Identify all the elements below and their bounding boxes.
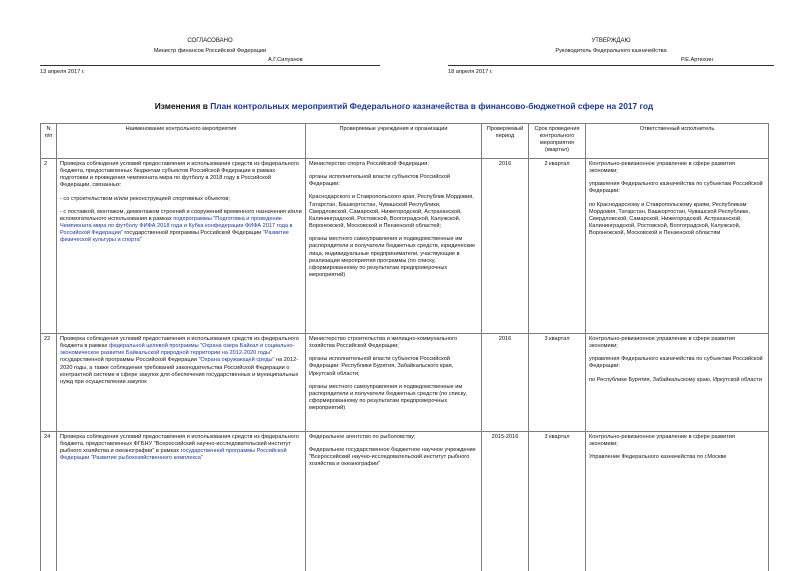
- approval-caption: СОГЛАСОВАНО: [187, 38, 233, 44]
- subprogram-link[interactable]: подпрограммы "Подготовка и проведение Чемпионата мира по футболу ФИФА 2018 года и Кубка конфедерации ФИФА 2017 года в Российской Федерации": [60, 215, 293, 237]
- header-orgs: Проверяемые учреждения и организации: [306, 124, 482, 159]
- header-num: N п/п: [41, 124, 57, 159]
- header-resp: Ответственный исполнитель: [586, 124, 769, 159]
- cell-deadline: 2 квартал: [529, 159, 586, 334]
- program-link[interactable]: "Развитие физической культуры и спорта": [60, 230, 289, 244]
- title-plan-link[interactable]: План контрольных мероприятий Федерального казначейства в финансово-бюджетной сфере на 2017 год: [210, 101, 654, 111]
- cell-paragraph: Управление Федерального казначейства по г.Москве: [589, 454, 727, 461]
- cell-name: [57, 159, 306, 334]
- header-period: Проверяемый период: [482, 124, 529, 159]
- approval-name: А.Г.Силуанов: [268, 57, 303, 63]
- cell-text: на 2012-2020 годы, а также соблюдения требований законодательства Российской Федерации о контрактной системе в сфере закупок для обеспечения государственных и муниципальных нужд при осуществлении закупок: [60, 357, 299, 385]
- cell-period: 2015-2016: [482, 432, 529, 571]
- cell-name: [57, 432, 306, 571]
- title-prefix: Изменения в: [154, 101, 211, 111]
- table-header-row: [41, 124, 769, 159]
- cell-text: - с поставкой, монтажом, демонтажом строений и сооружений временного назначения и/или вспомогательного использования в рамках: [60, 208, 302, 222]
- approval-name: Р.Е.Артюхин: [681, 57, 713, 63]
- cell-paragraph: органы исполнительной власти субъектов Российской Федерации: Республики Бурятия, Забайкальского края, Иркутской области;: [309, 356, 454, 377]
- approval-position: Руководитель Федерального казначейства: [555, 48, 667, 54]
- cell-resp: [586, 432, 769, 571]
- cell-num: 2: [41, 159, 57, 334]
- cell-paragraph: [60, 209, 302, 245]
- signature-line: [448, 65, 774, 66]
- header-name: Наименование контрольного мероприятия: [57, 124, 306, 159]
- cell-orgs: [306, 432, 482, 571]
- approval-date: 13 апреля 2017 г.: [40, 69, 85, 75]
- cell-num: 22: [41, 334, 57, 432]
- cell-resp: [586, 334, 769, 432]
- cell-paragraph: Федеральное агентство по рыболовству;: [309, 434, 416, 440]
- cell-paragraph: Контрольно-ревизионное управление в сфере развития экономики;: [589, 161, 735, 175]
- cell-paragraph: Краснодарского и Ставропольского края, Республик Мордовия, Татарстан, Башкортостан, Чувашской Республики, Свердловской, Самарской, Нижегородской, Астраханской, Калининградской, Ростовской, Волгоградской, Калужской, Воронежской, Московской и Пензенской областей;: [309, 194, 474, 230]
- header-deadline: Срок проведения контрольного мероприятия (квартал): [529, 124, 586, 159]
- cell-paragraph: органы местного самоуправления и подведомственные им распорядители и получатели бюджетных средств (по списку, сформированному по результатам предпроверочных мероприятий): [309, 383, 467, 412]
- table-row: [41, 159, 769, 334]
- table-row: [41, 334, 769, 432]
- signature-line: [40, 65, 380, 66]
- cell-paragraph: по Краснодарскому и Ставропольскому краям, Республикам Мордовия, Татарстан, Башкортостан, Чувашской Республике, Свердловской, Самарской, Нижегородской, Астраханской, Калининградской, Ростовской, Волгоградской, Калужской, Воронежской, Московской и Пензенской областям: [589, 201, 750, 237]
- cell-num: 24: [41, 432, 57, 571]
- cell-paragraph: органы местного самоуправления и подведомственные им распорядители и получатели бюджетных средств, юридические лица, индивидуальные предприниматели, участвующие в реализации мероприятия программы (по списку, сформированному по результатам предпроверочных мероприятий): [309, 236, 476, 279]
- cell-text: Проверка соблюдения условий предоставления и использования средств из федерального бюджета в рамках: [60, 336, 299, 350]
- cell-resp: [586, 159, 769, 334]
- program-link[interactable]: федеральной целевой программы "Охрана озера Байкал и социально-экономическое развитие Байкальской природной территории на 2012-2020 годы": [60, 343, 295, 357]
- cell-paragraph: Министерство строительства и жилищно-коммунального хозяйства Российской Федерации;: [309, 336, 458, 350]
- approval-date: 18 апреля 2017 г.: [448, 69, 493, 75]
- cell-text: государственной программы Российской Федерации: [122, 230, 263, 237]
- cell-paragraph: органы исполнительной власти субъектов Российской Федерации:: [309, 174, 450, 188]
- cell-paragraph: управления Федерального казначейства по субъектам Российской Федерации:: [589, 356, 763, 370]
- program-link[interactable]: "Охрана окружающей среды": [198, 357, 275, 364]
- cell-name: [57, 334, 306, 432]
- cell-deadline: 3 квартал: [529, 432, 586, 571]
- approval-block: [40, 38, 768, 80]
- cell-orgs: [306, 334, 482, 432]
- cell-paragraph: по Республике Бурятия, Забайкальскому краю, Иркутской области: [589, 376, 762, 383]
- cell-paragraph: Министерство спорта Российской Федерации;: [309, 161, 429, 167]
- cell-text: государственной программы Российской Федерации: [60, 357, 199, 364]
- cell-period: 2016: [482, 159, 529, 334]
- cell-period: 2016: [482, 334, 529, 432]
- cell-paragraph: Проверка соблюдения условий предоставления и использования средств из федерального бюджета, предоставленных бюджетам субъектов Российской Федерации в рамках подготовки и проведения чемпионата мира по футболу в 2018 году в Российской Федерации, связанных:: [60, 161, 299, 189]
- document-title: [40, 101, 768, 112]
- cell-deadline: 3 квартал: [529, 334, 586, 432]
- cell-paragraph: управления Федерального казначейства по субъектам Российской Федерации:: [589, 181, 763, 195]
- cell-paragraph: Контрольно-ревизионное управление в сфере развития экономики;: [589, 336, 735, 350]
- cell-paragraph: Контрольно-ревизионное управление в сфере развития экономики;: [589, 434, 735, 448]
- approval-caption: УТВЕРЖДАЮ: [591, 38, 631, 44]
- table-row: [41, 432, 769, 571]
- program-link[interactable]: государственной программы Российской Федерации "Развитие рыбохозяйственного комплекса": [60, 448, 287, 462]
- approval-position: Министр финансов Российской Федерации: [153, 48, 267, 54]
- cell-paragraph: - со строительством и/или реконструкцией спортивных объектов;: [60, 195, 230, 202]
- plan-changes-table: [40, 123, 769, 571]
- cell-paragraph: Федеральное государственное бюджетное научное учреждение "Всероссийский научно-исследовательский институт рыбного хозяйства и океанографии": [309, 447, 476, 468]
- cell-text: Проверка соблюдения условий предоставления и использования средств из федерального бюджета, предоставленных ФГБНУ "Всероссийский научно-исследовательский институт рыбного хозяйства и океанографии" в рамках: [60, 434, 299, 455]
- cell-orgs: [306, 159, 482, 334]
